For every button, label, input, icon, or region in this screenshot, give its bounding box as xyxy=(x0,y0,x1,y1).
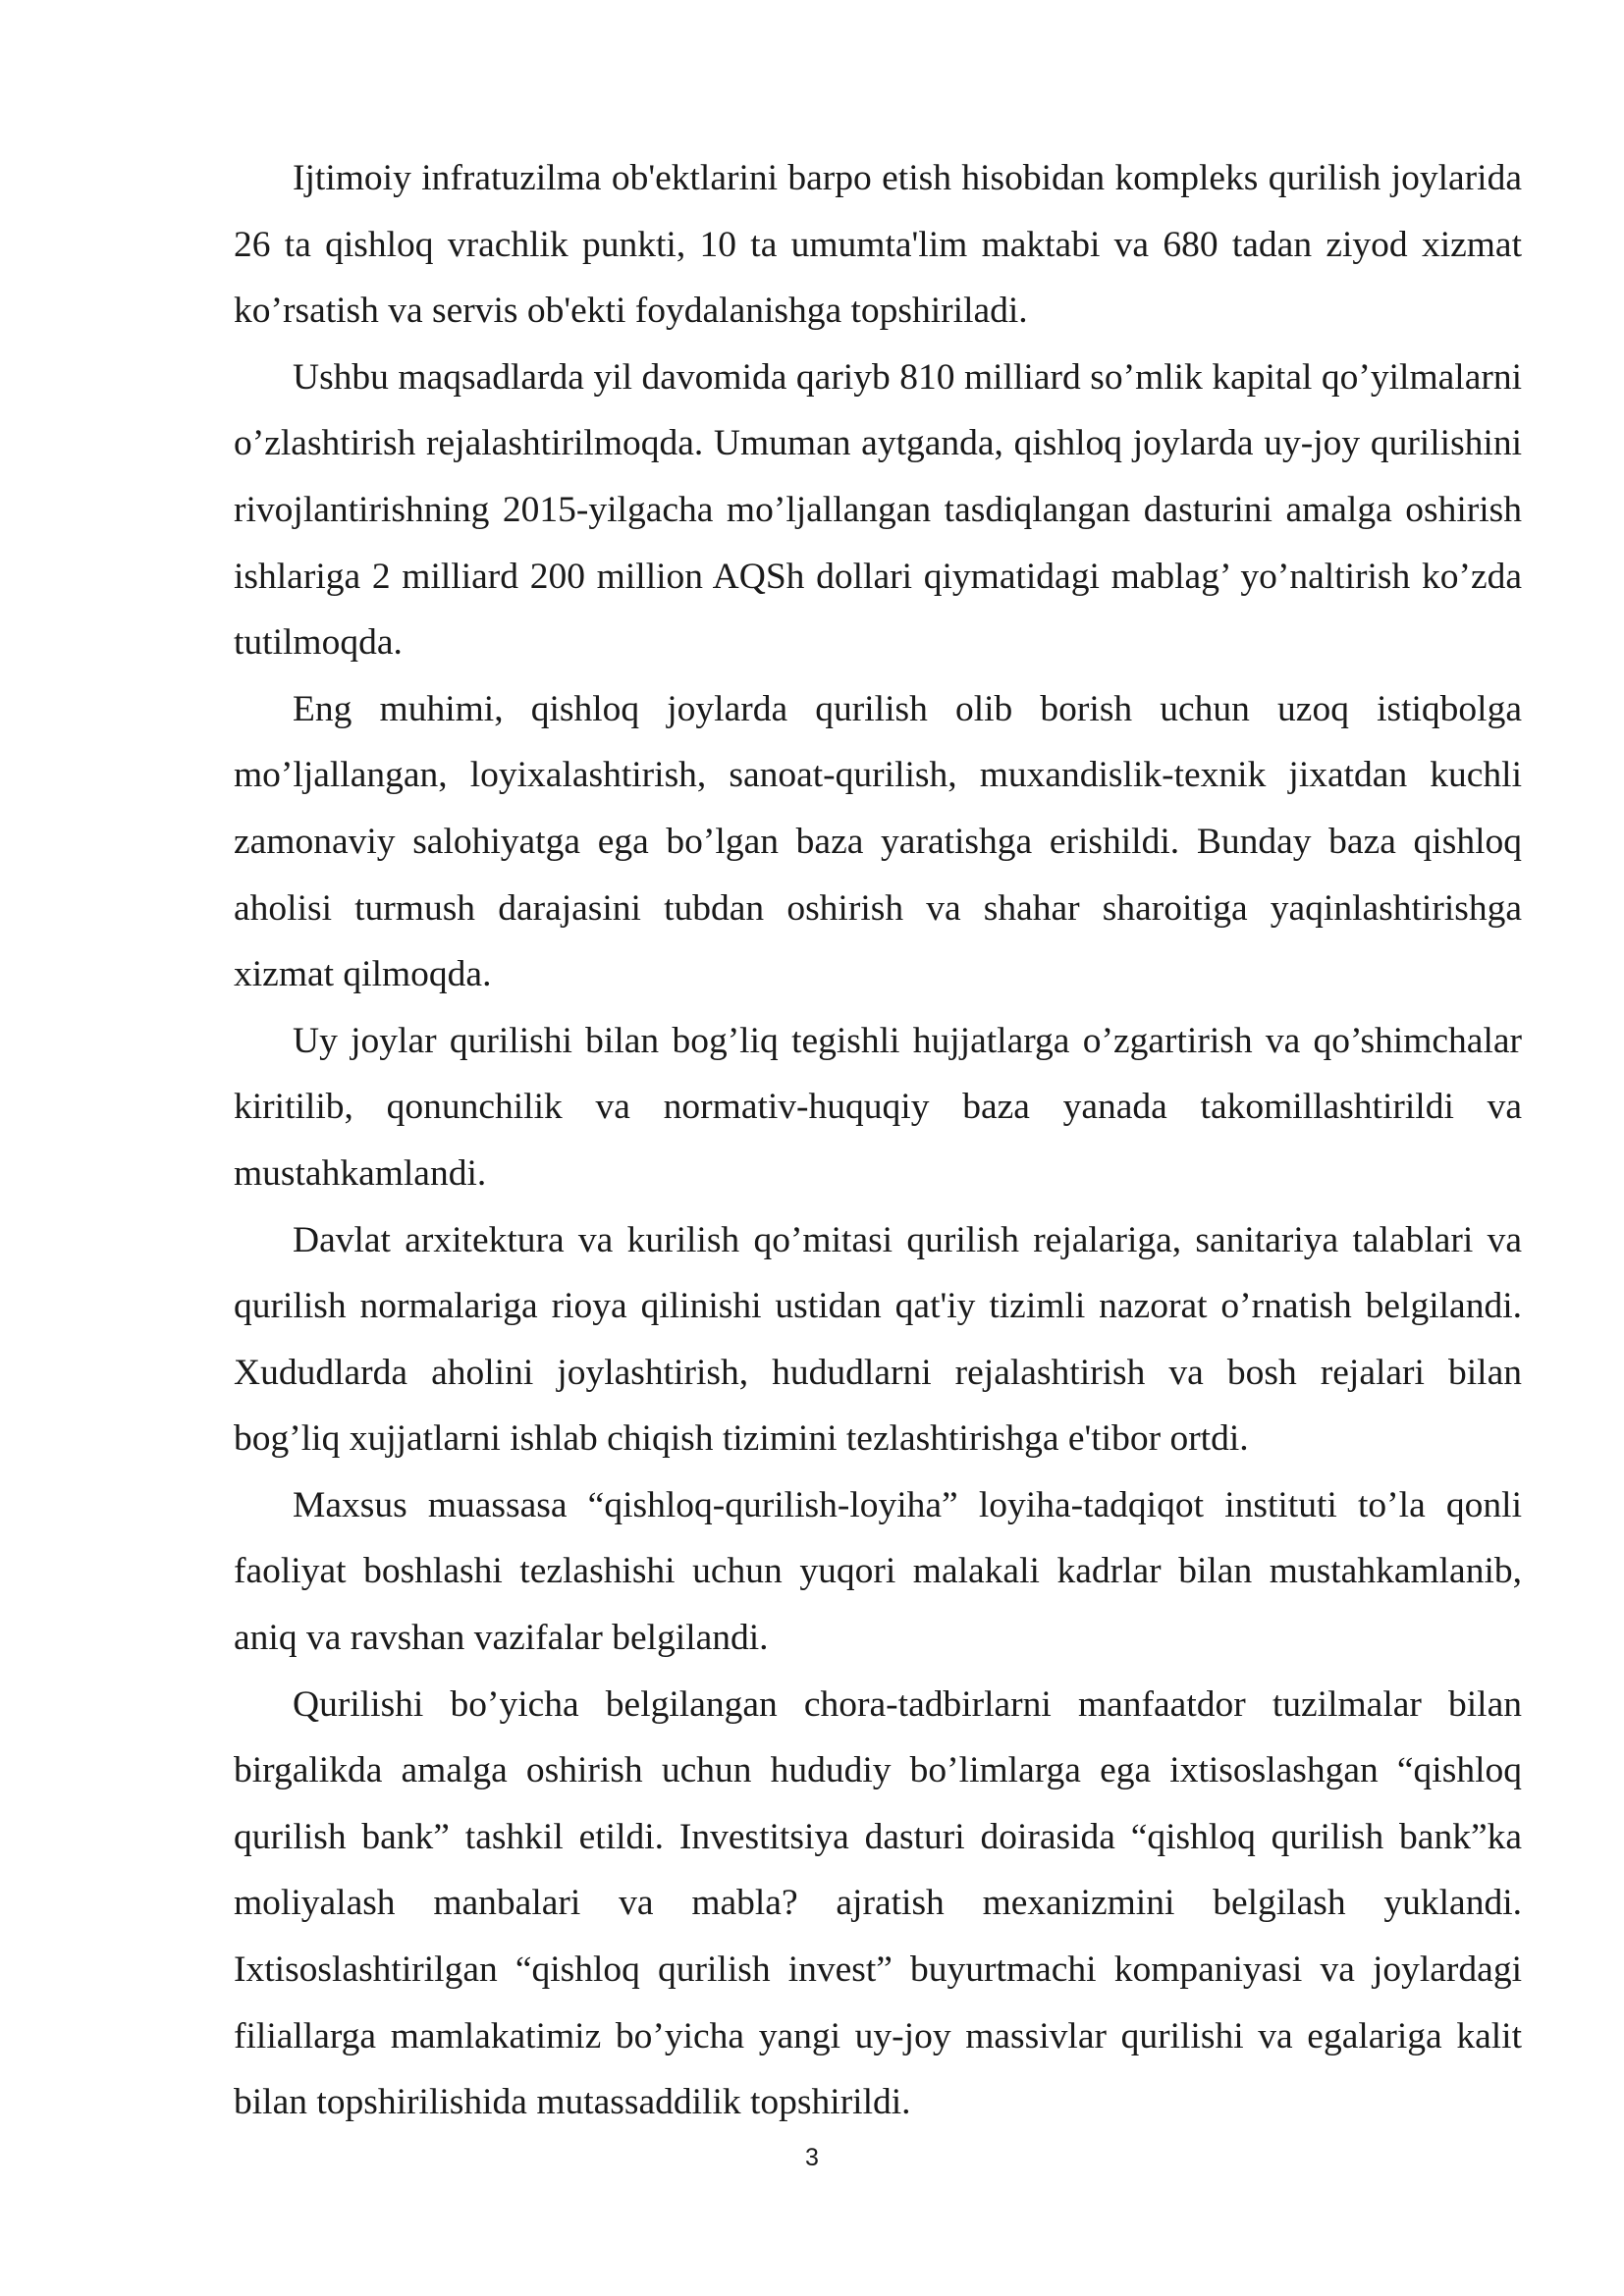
paragraph-legal-framework: Uy joylar qurilishi bilan bog’liq tegishli hujjatlarga o’zgartirish va qo’shimchalar kiritilib, qonunchilik va normativ-huquqiy baza yanada takomillashtirildi va mustahkamlandi. xyxy=(234,1020,1522,1194)
paragraph-construction-base: Eng muhimi, qishloq joylarda qurilish olib borish uchun uzoq istiqbolga mo’ljallangan, loyixalashtirish, sanoat-qurilish, muxandislik-texnik jixatdan kuchli zamonaviy salohiyatga ega bo’lgan baza yaratishga erishildi. Bunday baza qishloq aholisi turmush darajasini tubdan oshirish va shahar sharoitiga yaqinlashtirishga xizmat qilmoqda. xyxy=(234,688,1522,995)
paragraph-design-institute: Maxsus muassasa “qishloq-qurilish-loyiha” loyiha-tadqiqot instituti to’la qonli faoliyat boshlashi tezlashishi uchun yuqori malakali kadrlar bilan mustahkamlanib, aniq va ravshan vazifalar belgilandi. xyxy=(234,1484,1522,1659)
page-number: 3 xyxy=(805,2144,819,2171)
document-body xyxy=(234,145,1522,2136)
paragraph-construction-bank: Qurilishi bo’yicha belgilangan chora-tadbirlarni manfaatdor tuzilmalar bilan birgalikda amalga oshirish uchun hududiy bo’limlarga ega ixtisoslashgan “qishloq qurilish bank” tashkil etildi. Investitsiya dasturi doirasida “qishloq qurilish bank”ka moliyalash manbalari va mabla? ajratish mexanizmini belgilash yuklandi. Ixtisoslashtirilgan “qishloq qurilish invest” buyurtmachi kompaniyasi va joylardagi filiallarga mamlakatimiz bo’yicha yangi uy-joy massivlar qurilishi va egalariga kalit bilan topshirilishida mutassaddilik topshirildi. xyxy=(234,1683,1522,2123)
paragraph-infrastructure: Ijtimoiy infratuzilma ob'ektlarini barpo etish hisobidan kompleks qurilish joylarida 26 ta qishloq vrachlik punkti, 10 ta umumta'lim maktabi va 680 tadan ziyod xizmat ko’rsatish va servis ob'ekti foydalanishga topshiriladi. xyxy=(234,158,1522,332)
paragraph-capital-investment: Ushbu maqsadlarda yil davomida qariyb 810 milliard so’mlik kapital qo’yilmalarni o’zlashtirish rejalashtirilmoqda. Umuman aytganda, qishloq joylarda uy-joy qurilishini rivojlantirishning 2015-yilgacha mo’ljallangan tasdiqlangan dasturini amalga oshirish ishlariga 2 milliard 200 million AQSh dollari qiymatidagi mablag’ yo’naltirish ko’zda tutilmoqda. xyxy=(234,356,1522,664)
paragraph-state-committee: Davlat arxitektura va kurilish qo’mitasi qurilish rejalariga, sanitariya talablari va qurilish normalariga rioya qilinishi ustidan qat'iy tizimli nazorat o’rnatish belgilandi. Xududlarda aholini joylashtirish, hududlarni rejalashtirish va bosh rejalari bilan bog’liq xujjatlarni ishlab chiqish tizimini tezlashtirishga e'tibor ortdi. xyxy=(234,1219,1522,1460)
